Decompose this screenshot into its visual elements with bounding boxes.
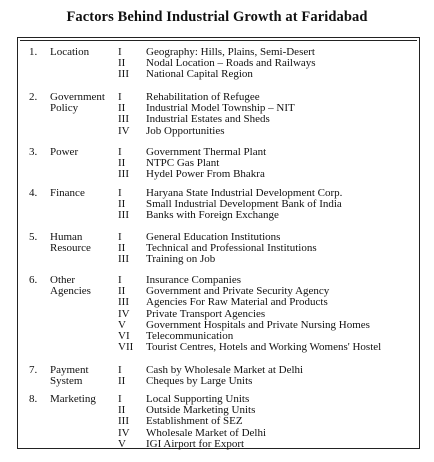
section-number: 4.	[29, 187, 38, 199]
item-roman-numeral: V	[118, 318, 126, 331]
item-roman-numeral: III	[118, 168, 129, 181]
item-description: Government Thermal Plant	[146, 146, 267, 158]
section-number: 1.	[29, 46, 38, 58]
item-description: National Capital Region	[146, 68, 253, 81]
section-number: 5.	[29, 231, 38, 243]
item-roman-numeral: III	[118, 296, 129, 309]
section-category: Location	[50, 46, 90, 58]
section-category: Government	[50, 91, 105, 103]
item-description: Industrial Estates and Sheds	[146, 113, 270, 126]
item-description: Agencies For Raw Material and Products	[146, 296, 328, 309]
section-number: 7.	[29, 364, 38, 376]
item-description: Hydel Power From Bhakra	[146, 168, 265, 181]
item-description: Banks with Foreign Exchange	[146, 209, 279, 222]
item-roman-numeral: II	[118, 404, 126, 417]
item-description: Haryana State Industrial Development Corp.	[146, 187, 343, 199]
item-roman-numeral: IV	[118, 307, 130, 320]
item-roman-numeral: VI	[118, 330, 130, 342]
item-description: Tourist Centres, Hotels and Working Womens' Hostel	[146, 341, 382, 354]
item-description: Nodal Location – Roads and Railways	[146, 57, 316, 70]
item-description: Outside Marketing Units	[146, 404, 256, 417]
section-number: 2.	[29, 91, 38, 103]
item-description: Cheques by Large Units	[146, 375, 253, 388]
section-category: Other	[50, 274, 76, 286]
item-roman-numeral: IV	[118, 426, 130, 439]
section-category: Marketing	[50, 393, 96, 405]
item-description: Insurance Companies	[146, 274, 241, 286]
item-description: Government and Private Security Agency	[146, 285, 330, 298]
item-roman-numeral: I	[118, 187, 122, 199]
item-description: Government Hospitals and Private Nursing Homes	[146, 318, 370, 331]
section-category: Agencies	[50, 285, 91, 298]
item-roman-numeral: I	[118, 46, 122, 58]
item-description: Local Supporting Units	[146, 393, 250, 405]
item-description: Training on Job	[146, 253, 216, 266]
item-roman-numeral: II	[118, 198, 126, 211]
item-roman-numeral: V	[118, 437, 126, 450]
section-number: 8.	[29, 393, 38, 405]
section-category: Policy	[50, 102, 79, 115]
section-number: 3.	[29, 146, 38, 158]
item-roman-numeral: II	[118, 102, 126, 115]
section-category: Resource	[50, 242, 91, 255]
item-roman-numeral: I	[118, 393, 122, 405]
item-roman-numeral: I	[118, 231, 122, 243]
item-roman-numeral: III	[118, 68, 129, 81]
item-description: Private Transport Agencies	[146, 307, 266, 320]
item-roman-numeral: II	[118, 57, 126, 70]
section-number: 6.	[29, 274, 38, 286]
item-description: Technical and Professional Institutions	[146, 242, 317, 255]
section-category: Payment	[50, 364, 89, 376]
section-category: Human	[50, 231, 83, 243]
item-roman-numeral: I	[118, 91, 122, 103]
item-description: Industrial Model Township – NIT	[146, 102, 295, 115]
item-roman-numeral: I	[118, 274, 122, 286]
section-category: System	[50, 375, 83, 388]
item-description: General Education Institutions	[146, 231, 281, 243]
item-description: Geography: Hills, Plains, Semi-Desert	[146, 46, 315, 58]
item-roman-numeral: IV	[118, 124, 130, 137]
item-description: NTPC Gas Plant	[146, 157, 220, 170]
item-roman-numeral: I	[118, 146, 122, 158]
item-description: Establishment of SEZ	[146, 415, 243, 428]
item-roman-numeral: I	[118, 364, 122, 376]
item-description: Cash by Wholesale Market at Delhi	[146, 364, 304, 376]
section-category: Finance	[50, 187, 85, 199]
item-roman-numeral: II	[118, 242, 126, 255]
item-roman-numeral: VII	[118, 341, 134, 354]
item-roman-numeral: III	[118, 113, 129, 126]
item-description: Telecommunication	[146, 330, 234, 342]
item-description: IGI Airport for Export	[146, 437, 245, 450]
item-roman-numeral: III	[118, 209, 129, 222]
item-description: Small Industrial Development Bank of India	[146, 198, 342, 211]
item-description: Rehabilitation of Refugee	[146, 91, 260, 103]
item-roman-numeral: III	[118, 253, 129, 266]
item-roman-numeral: III	[118, 415, 129, 428]
item-description: Job Opportunities	[146, 124, 225, 137]
item-description: Wholesale Market of Delhi	[146, 426, 267, 439]
item-roman-numeral: II	[118, 157, 126, 170]
page-title: Factors Behind Industrial Growth at Faridabad	[66, 9, 368, 25]
table-top-rule	[20, 40, 417, 41]
section-category: Power	[50, 146, 79, 158]
item-roman-numeral: II	[118, 285, 126, 298]
item-roman-numeral: II	[118, 375, 126, 388]
